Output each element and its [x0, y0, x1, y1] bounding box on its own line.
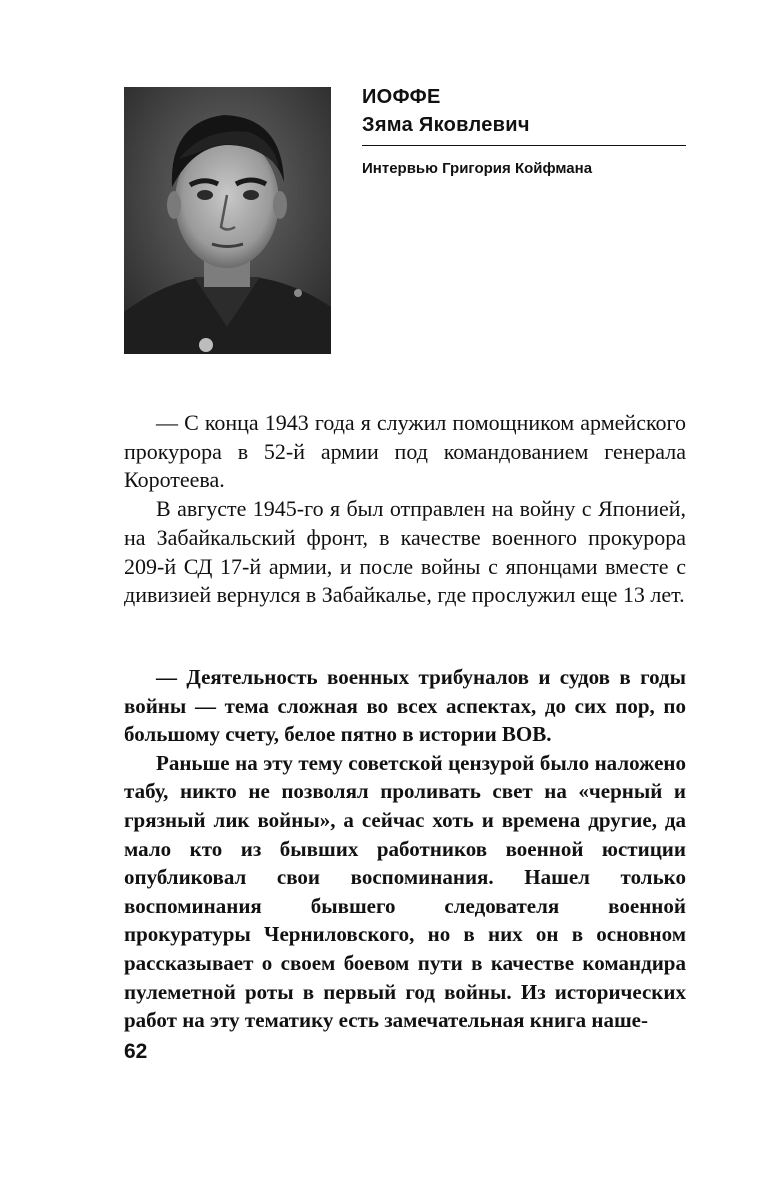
header-divider	[362, 145, 686, 146]
person-surname: ИОФФЕ	[362, 86, 441, 108]
portrait-photo-icon	[124, 87, 331, 354]
person-given-names: Зяма Яковлевич	[362, 114, 530, 136]
answer-paragraph: В августе 1945-го я был отправлен на войну с Японией, на Забайкальский фронт, в качестве военного прокурора 209-й СД 17-й армии, и после войны с японцами вместе с дивизией вернулся в Забайкалье, где прослужил еще 13 лет.	[124, 496, 686, 608]
interview-byline: Интервью Григория Койфмана	[362, 160, 593, 177]
question-paragraph: Раньше на эту тему советской цензурой было наложено табу, никто не позволял проливать свет на «черный и грязный лик войны», а сейчас хоть и времена другие, да мало кто из бывших работников военной юстиции опубликовал свои воспоминания. Нашел только воспоминания бывшего следователя военной прокуратуры Черниловского, но в них он в основном рассказывает о своем боевом пути в качестве командира пулеметной роты в первый год войны. Из исторических работ на эту тематику есть замечательная книга наше-	[124, 750, 686, 1033]
question-paragraph: — Деятельность военных трибуналов и судов в годы войны — тема сложная во всех аспектах, до сих пор, по большому счету, белое пятно в истории ВОВ.	[124, 665, 686, 747]
answer-block	[124, 409, 686, 610]
article-header	[362, 83, 686, 179]
portrait-photo	[124, 87, 331, 354]
answer-paragraph: — С конца 1943 года я служил помощником армейского прокурора в 52-й армии под командованием генерала Коротеева.	[124, 410, 686, 493]
page-number: 62	[124, 1040, 148, 1063]
question-block	[124, 663, 686, 1035]
